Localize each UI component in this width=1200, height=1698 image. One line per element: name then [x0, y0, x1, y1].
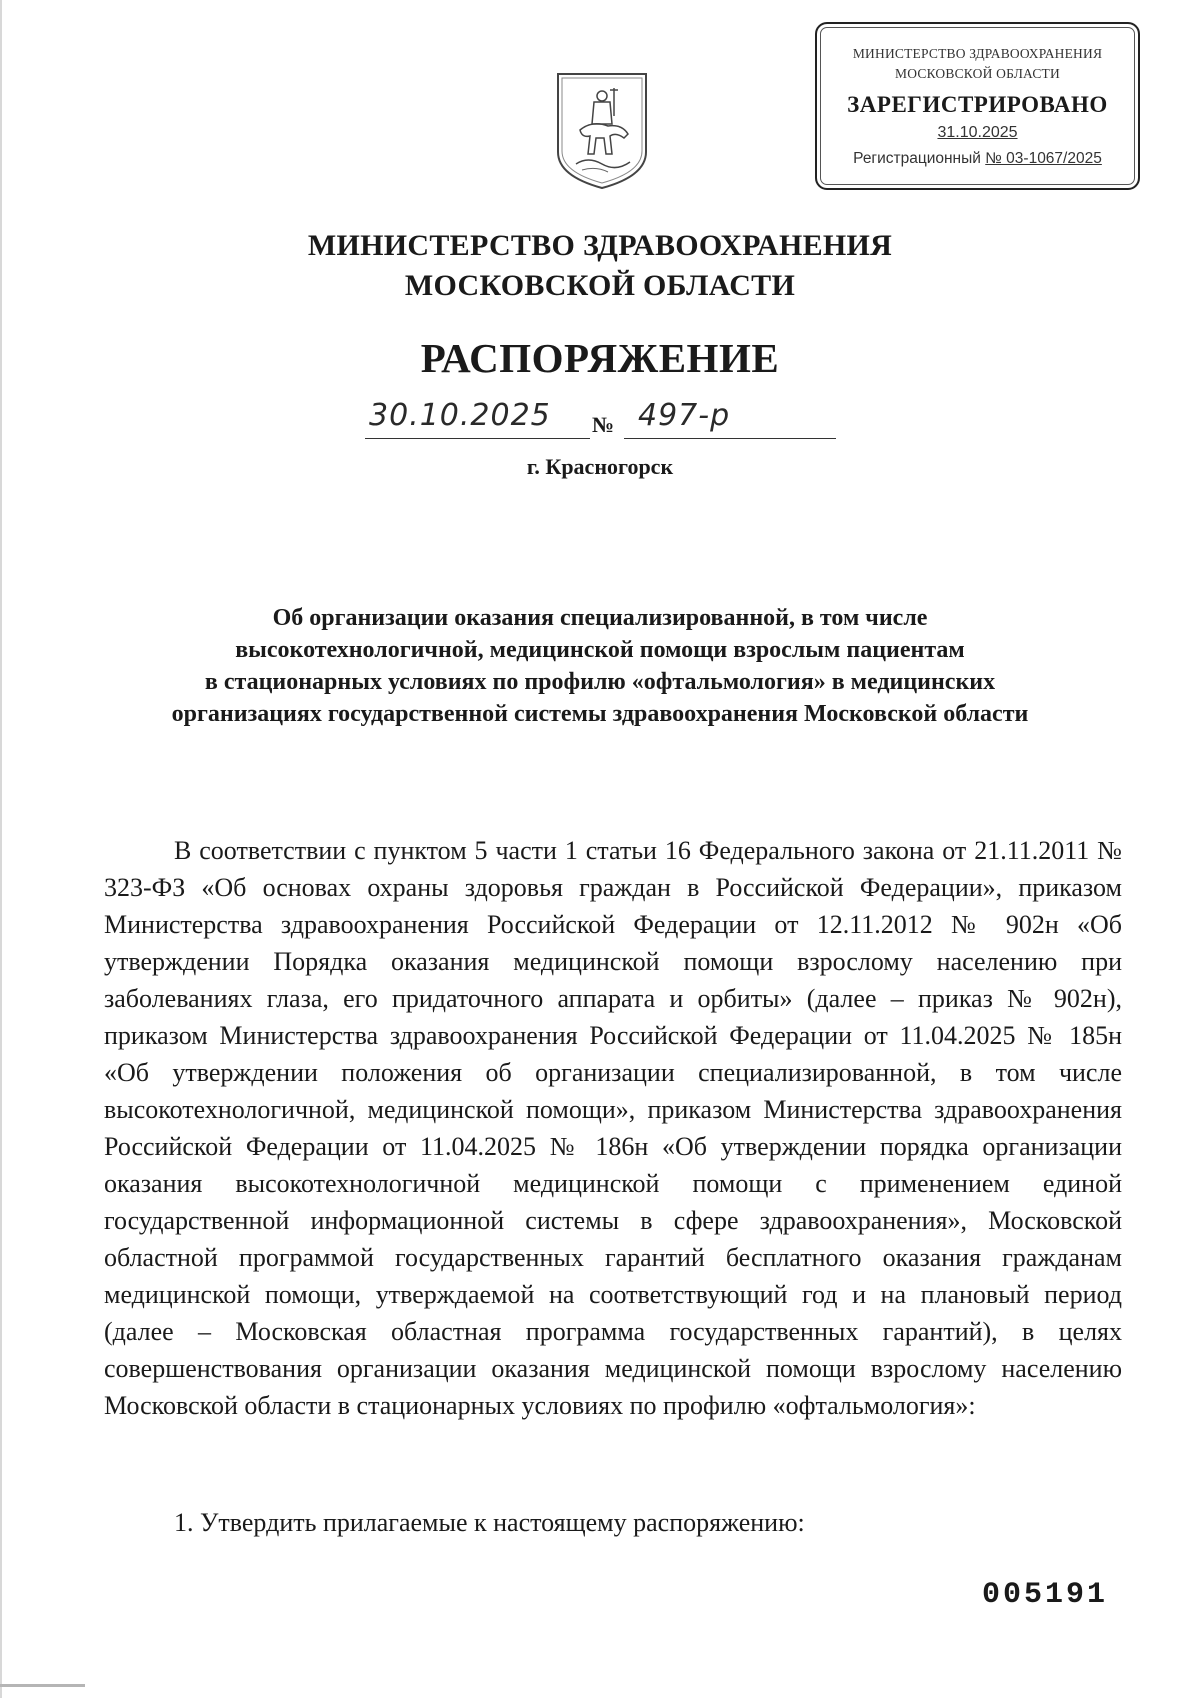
stamp-reg-label: Регистрационный	[853, 150, 981, 167]
body-text	[104, 832, 1122, 1424]
coat-of-arms-icon	[552, 68, 652, 192]
body-paragraph: В соответствии с пунктом 5 части 1 статьи 16 Федерального закона от 21.11.2011 № 323-ФЗ «Об основах охраны здоровья граждан в Российской Федерации», приказом Министерства здравоохранения Российской Федерации от 12.11.2012 № 902н «Об утверждении Порядка оказания медицинской помощи взрослому населению при заболеваниях глаза, его придаточного аппарата и орбиты» (далее – приказ № 902н), приказом Министерства здравоохранения Российской Федерации от 11.04.2025 № 185н «Об утверждении положения об организации специализированной, в том числе высокотехнологичной, медицинской помощи», приказом Министерства здравоохранения Российской Федерации от 11.04.2025 № 186н «Об утверждении порядка организации оказания высокотехнологичной медицинской помощи с применением единой государственной информационной системы в сфере здравоохранения», Московской областной программой государственных гарантий бесплатного оказания гражданам медицинской помощи, утверждаемой на соответствующий год и на плановый период (далее – Московская областная программа государственных гарантий), в целях совершенствования организации оказания медицинской помощи взрослому населению Московской области в стационарных условиях по профилю «офтальмология»:	[104, 836, 1122, 1420]
title-line4: организациях государственной системы здравоохранения Московской области	[171, 701, 1029, 727]
handwritten-number: 497-р	[638, 398, 731, 433]
stamp-reg-number: № 03-1067/2025	[985, 150, 1102, 167]
document-type: РАСПОРЯЖЕНИЕ	[420, 335, 780, 381]
document-title	[100, 602, 1100, 730]
title-line2: высокотехнологичной, медицинской помощи взрослым пациентам	[235, 637, 965, 663]
stamp-registration	[817, 150, 1138, 168]
date-field	[365, 398, 590, 439]
stamp-status: ЗАРЕГИСТРИРОВАНО	[847, 92, 1108, 117]
ministry-header	[0, 226, 1200, 306]
ministry-line2: МОСКОВСКОЙ ОБЛАСТИ	[404, 269, 796, 302]
ministry-line1: МИНИСТЕРСТВО ЗДРАВООХРАНЕНИЯ	[307, 229, 893, 262]
registration-stamp	[815, 22, 1140, 190]
serial-number: 005191	[982, 1578, 1109, 1612]
scan-smudge	[0, 1684, 85, 1687]
city: г. Красногорск	[526, 454, 674, 479]
handwritten-date: 30.10.2025	[369, 398, 551, 433]
title-line3: в стационарных условиях по профилю «офтальмология» в медицинских	[204, 669, 996, 695]
stamp-org-line1: МИНИСТЕРСТВО ЗДРАВООХРАНЕНИЯ	[852, 46, 1103, 61]
title-line1: Об организации оказания специализированной, в том числе	[272, 605, 928, 631]
number-sign: №	[592, 412, 615, 437]
stamp-date: 31.10.2025	[937, 124, 1018, 141]
number-field	[624, 398, 836, 439]
stamp-org-line2: МОСКОВСКОЙ ОБЛАСТИ	[895, 66, 1060, 81]
list-item: 1. Утвердить прилагаемые к настоящему распоряжению:	[174, 1508, 805, 1537]
